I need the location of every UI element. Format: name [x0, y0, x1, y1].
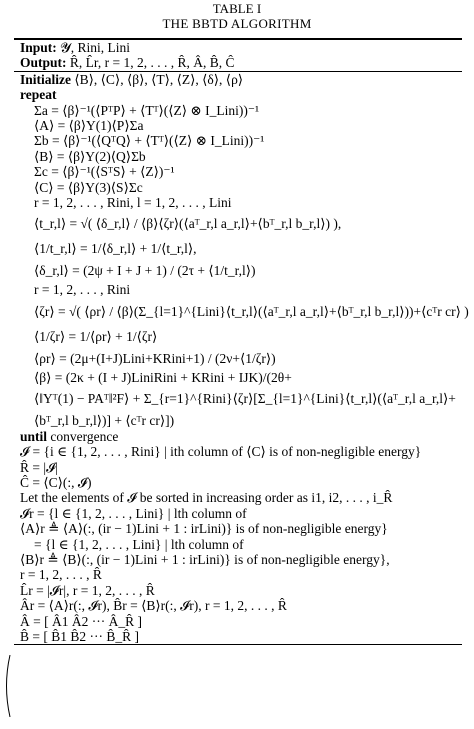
- bracket-mark: [3, 655, 11, 717]
- algorithm-line: ⟨A⟩ = ⟨β⟩Y(1)⟨P⟩Σa: [34, 118, 144, 134]
- algorithm-line: ⟨B⟩r ≜ ⟨B⟩(:, (ir − 1)Lini + 1 : irLini)} is of non-negligible energy},: [20, 551, 390, 567]
- algorithm-line: Output: R̂, L̂r, r = 1, 2, . . . , R̂, Â, B̂, Ĉ: [20, 55, 235, 71]
- algorithm-line: L̂r = |𝓘r|, r = 1, 2, . . . , R̂: [20, 582, 155, 598]
- algorithm-line: ⟨bᵀ_r,l b_r,l⟩)] + ⟨cᵀr cr⟩]): [34, 413, 175, 429]
- algorithm-line: r = 1, 2, . . . , Rini, l = 1, 2, . . . , Lini: [34, 195, 232, 211]
- algorithm-line: = {l ∈ {1, 2, . . . , Lini} | lth column of: [34, 536, 244, 552]
- algorithm-line: ⟨B⟩ = ⟨β⟩Y(2)⟨Q⟩Σb: [34, 148, 146, 164]
- algorithm-line: Input: 𝓨, Rini, Lini: [20, 40, 130, 55]
- algorithm-line: Â = [ Â1 Â2 ··· Â_R̂ ]: [20, 613, 142, 629]
- algorithm-line: Âr = ⟨A⟩r(:, 𝓘r), B̂r = ⟨B⟩r(:, 𝓘r), r = 1, 2, . . . , R̂: [20, 598, 287, 614]
- algorithm-line: ⟨‖Yᵀ(1) − PAᵀ‖²F⟩ + Σ_{r=1}^{Rini}⟨ζr⟩[Σ_{l=1}^{Lini}⟨t_r,l⟩(⟨aᵀ_r,l a_r,l⟩+: [34, 391, 456, 407]
- algorithm-line: Let the elements of 𝓘 be sorted in increasing order as i1, i2, . . . , i_R̂: [20, 490, 393, 506]
- algorithm-line: ⟨ζr⟩ = √( ⟨ρr⟩ / ⟨β⟩(Σ_{l=1}^{Lini}⟨t_r,l⟩(⟨aᵀ_r,l a_r,l⟩+⟨bᵀ_r,l b_r,l⟩))+⟨cᵀr cr⟩ ): [34, 303, 469, 319]
- algorithm-line: ⟨t_r,l⟩ = √( ⟨δ_r,l⟩ / ⟨β⟩⟨ζr⟩(⟨aᵀ_r,l a_r,l⟩+⟨bᵀ_r,l b_r,l⟩) ),: [34, 216, 342, 232]
- algorithm-line: 𝓘r = {l ∈ {1, 2, . . . , Lini} | lth column of: [20, 505, 247, 521]
- algorithm-line: R̂ = |𝓘|: [20, 459, 58, 475]
- algorithm-line: ⟨ρr⟩ = (2μ+(I+J)Lini+KRini+1) / (2ν+⟨1/ζr⟩): [34, 350, 276, 366]
- algorithm-line: 𝓘 = {i ∈ {1, 2, . . . , Rini} | ith column of ⟨C⟩ is of non-negligible energy}: [20, 444, 422, 460]
- table-caption: [0, 0, 474, 31]
- table-label: TABLE I: [212, 1, 262, 16]
- algorithm-line: Σc = ⟨β⟩⁻¹(⟨SᵀS⟩ + ⟨Z⟩)⁻¹: [34, 164, 175, 180]
- algorithm-lines: [14, 40, 469, 644]
- algorithm-line: B̂ = [ B̂1 B̂2 ··· B̂_R̂ ]: [20, 628, 139, 644]
- algorithm-line: ⟨C⟩ = ⟨β⟩Y(3)⟨S⟩Σc: [34, 179, 143, 195]
- bottom-rule: [14, 644, 462, 645]
- algorithm-line: until convergence: [20, 428, 119, 444]
- algorithm-line: Σb = ⟨β⟩⁻¹(⟨QᵀQ⟩ + ⟨Tᵀ⟩(⟨Z⟩ ⊗ I_Lini))⁻¹: [34, 133, 265, 149]
- algorithm-line: ⟨1/ζr⟩ = 1/⟨ρr⟩ + 1/⟨ζr⟩: [34, 328, 158, 344]
- algorithm-line: Σa = ⟨β⟩⁻¹(⟨PᵀP⟩ + ⟨Tᵀ⟩(⟨Z⟩ ⊗ I_Lini))⁻¹: [34, 102, 260, 118]
- algorithm-line: r = 1, 2, . . . , R̂: [20, 567, 102, 583]
- algorithm-line: Initialize ⟨B⟩, ⟨C⟩, ⟨β⟩, ⟨T⟩, ⟨Z⟩, ⟨δ⟩, ⟨ρ⟩: [20, 71, 244, 87]
- algorithm-line: repeat: [20, 87, 57, 103]
- algorithm-line: ⟨1/t_r,l⟩ = 1/⟨δ_r,l⟩ + 1/⟨t_r,l⟩,: [34, 241, 197, 257]
- table-title: THE BBTD ALGORITHM: [162, 16, 312, 31]
- algorithm-box: [14, 38, 469, 645]
- algorithm-line: ⟨δ_r,l⟩ = (2ψ + I + J + 1) / (2τ + ⟨1/t_r,l⟩): [34, 263, 256, 279]
- algorithm-line: ⟨A⟩r ≜ ⟨A⟩(:, (ir − 1)Lini + 1 : irLini)} is of non-negligible energy}: [20, 521, 388, 537]
- algorithm-line: ⟨β⟩ = (2κ + (I + J)LiniRini + KRini + IJK)/(2θ+: [34, 369, 292, 385]
- algorithm-line: Ĉ = ⟨C⟩(:, 𝓘): [20, 474, 92, 490]
- algorithm-line: r = 1, 2, . . . , Rini: [34, 282, 131, 298]
